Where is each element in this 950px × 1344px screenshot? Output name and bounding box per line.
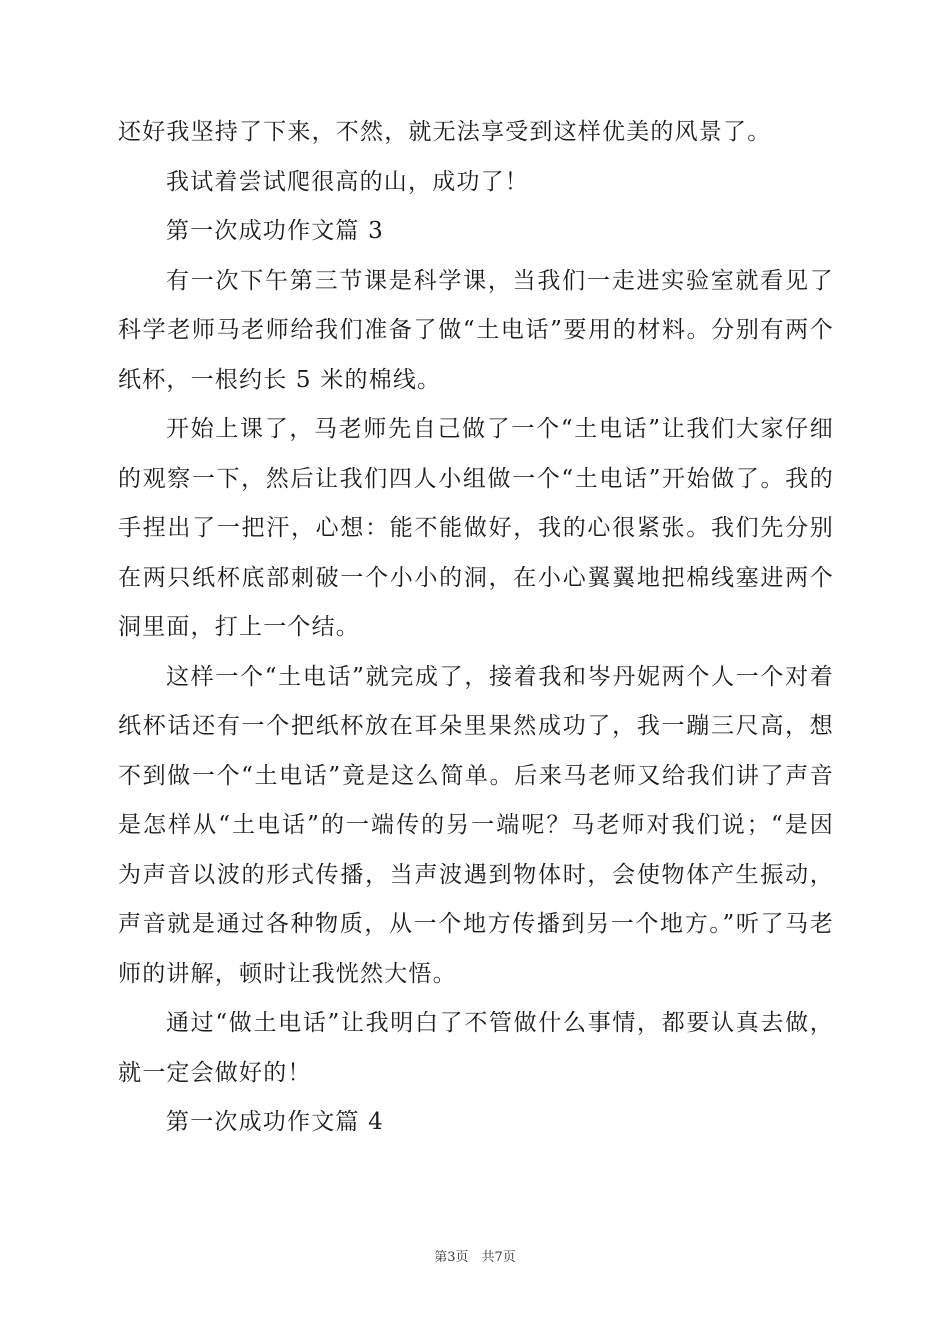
document-body (118, 108, 834, 1148)
paragraph-conclusion: 我试着尝试爬很高的山，成功了！ (166, 168, 529, 195)
paragraph: 这样一个“土电话”就完成了，接着我和岑丹妮两个人一个对着纸杯话还有一个把纸杯放在耳朵里果然成功了，我一蹦三尺高，想不到做一个“土电话”竟是这么简单。后来马老师又给我们讲了声音是怎样从“土电话”的一端传的另一端呢？马老师对我们说；“是因为声音以波的形式传播，当声波遇到物体时，会使物体产生振动，声音就是通过各种物质，从一个地方传播到另一个地方。”听了马老师的讲解，顿时让我恍然大悟。 (118, 663, 834, 987)
paragraph-continuation: 还好我坚持了下来，不然，就无法享受到这样优美的风景了。 (118, 119, 772, 145)
paragraph: 通过“做土电话”让我明白了不管做什么事情，都要认真去做，就一定会做好的！ (118, 1010, 834, 1086)
page-number-footer: 第3页 共7页 (434, 1250, 516, 1265)
paragraph: 开始上课了，马老师先自己做了一个“土电话”让我们大家仔细的观察一下，然后让我们四人小组做一个“土电话”开始做了。我的手捏出了一把汗，心想：能不能做好，我的心很紧张。我们先分别在两只纸杯底部刺破一个小小的洞，在小心翼翼地把棉线塞进两个洞里面，打上一个结。 (118, 416, 834, 640)
paragraph: 有一次下午第三节课是科学课，当我们一走进实验室就看见了科学老师马老师给我们准备了做“土电话”要用的材料。分别有两个纸杯，一根约长 5 米的棉线。 (118, 267, 834, 393)
section-heading-4: 第一次成功作文篇 4 (166, 1109, 384, 1135)
section-heading-3: 第一次成功作文篇 3 (166, 218, 384, 244)
